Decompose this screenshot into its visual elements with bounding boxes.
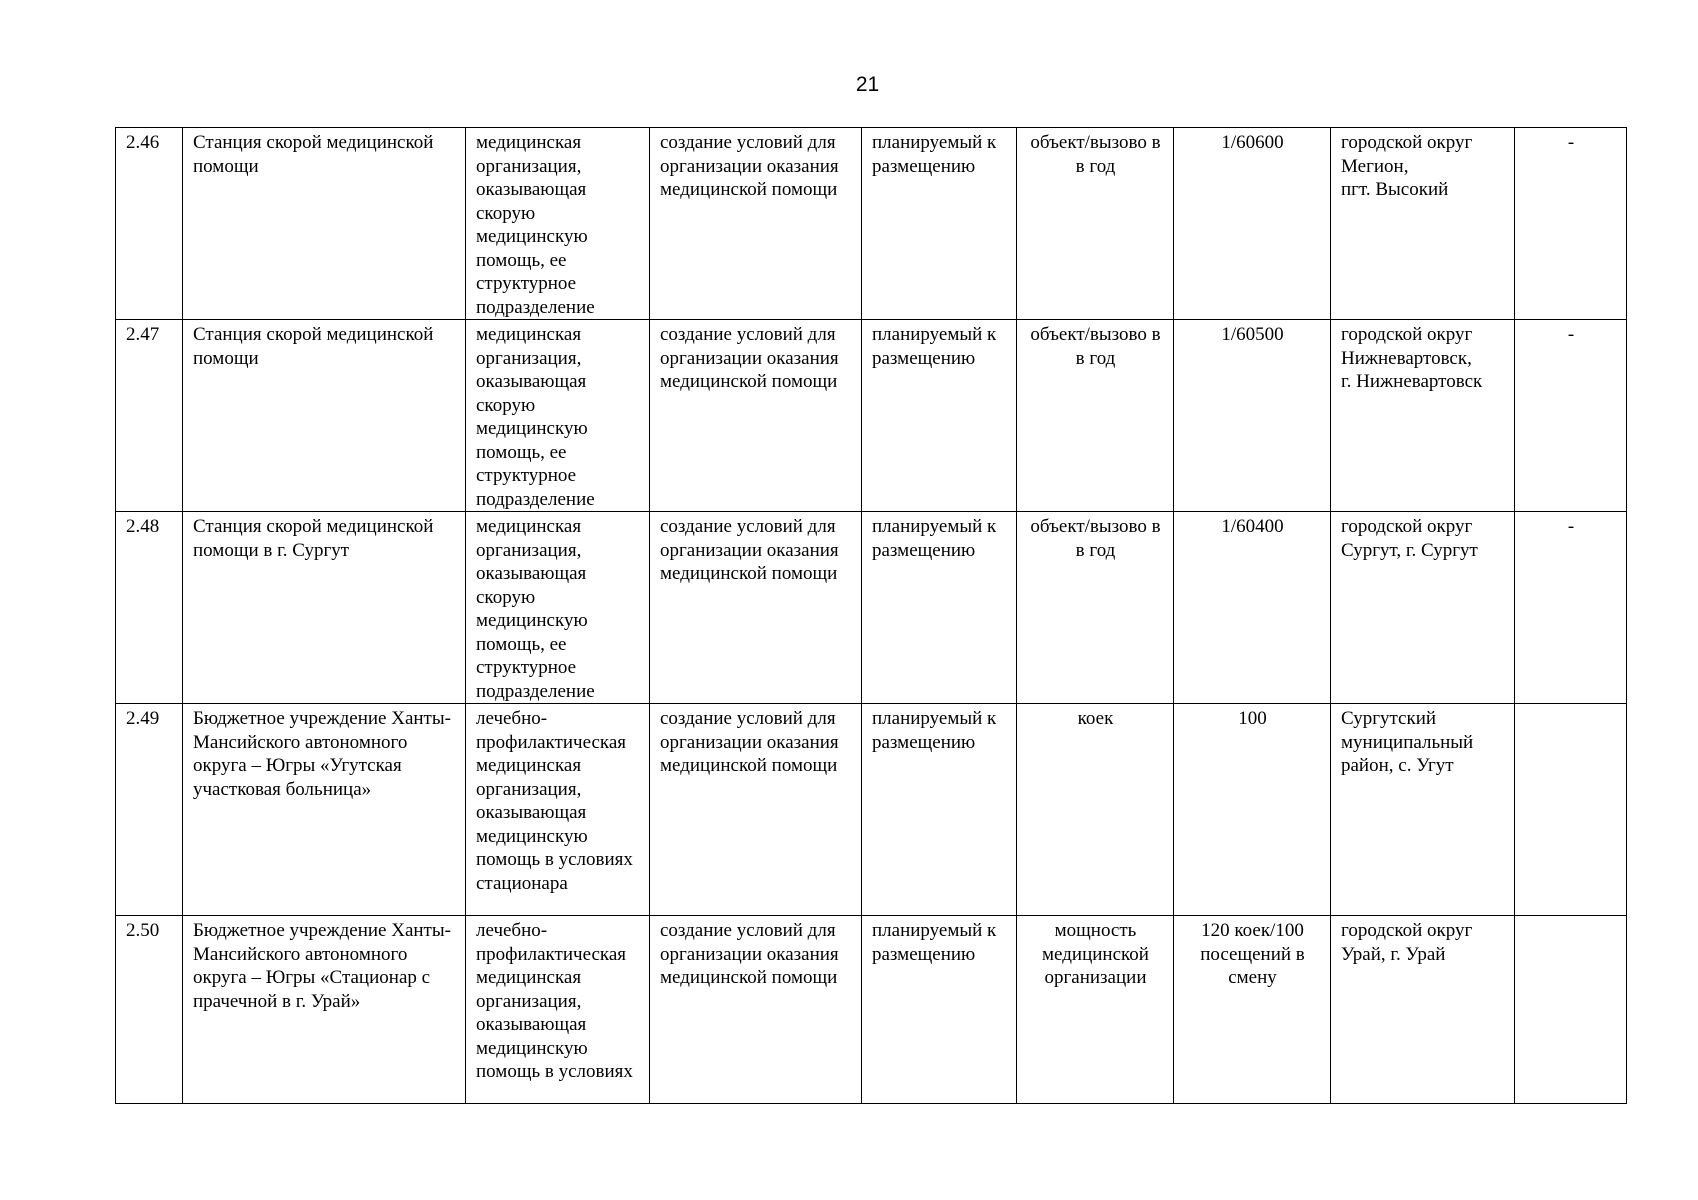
- capacity-value: 1/60500: [1174, 320, 1331, 512]
- facility-location: Сургутский муниципальный район, с. Угут: [1331, 704, 1515, 916]
- facility-zone: -: [1515, 128, 1627, 320]
- table-row: [116, 320, 1627, 512]
- facility-zone: [1515, 704, 1627, 916]
- facility-status: планируемый к размещению: [862, 128, 1017, 320]
- capacity-unit: объект/вызово в в год: [1017, 512, 1174, 704]
- facility-name: Станция скорой медицинской помощи в г. Сургут: [183, 512, 466, 704]
- capacity-value: 1/60400: [1174, 512, 1331, 704]
- table-row: [116, 128, 1627, 320]
- facility-status: планируемый к размещению: [862, 320, 1017, 512]
- table-row: [116, 704, 1627, 916]
- facility-zone: -: [1515, 320, 1627, 512]
- page-number: 21: [855, 73, 880, 96]
- facility-zone: [1515, 916, 1627, 1104]
- facility-type: медицинская организация, оказывающая скорую медицинскую помощь, ее структурное подразделение: [466, 320, 650, 512]
- facilities-table: [115, 127, 1627, 1104]
- facility-purpose: создание условий для организации оказания медицинской помощи: [650, 512, 862, 704]
- facility-status: планируемый к размещению: [862, 704, 1017, 916]
- facility-name: Бюджетное учреждение Ханты-Мансийского автономного округа – Югры «Стационар с прачечной в г. Урай»: [183, 916, 466, 1104]
- facility-purpose: создание условий для организации оказания медицинской помощи: [650, 320, 862, 512]
- capacity-value: 120 коек/100 посещений в смену: [1174, 916, 1331, 1104]
- facility-status: планируемый к размещению: [862, 916, 1017, 1104]
- capacity-unit: объект/вызово в в год: [1017, 128, 1174, 320]
- facility-purpose: создание условий для организации оказания медицинской помощи: [650, 128, 862, 320]
- facility-location: городской округ Урай, г. Урай: [1331, 916, 1515, 1104]
- facility-location: городской округ Сургут, г. Сургут: [1331, 512, 1515, 704]
- facility-purpose: создание условий для организации оказания медицинской помощи: [650, 916, 862, 1104]
- table-row: [116, 512, 1627, 704]
- capacity-value: 1/60600: [1174, 128, 1331, 320]
- row-number: 2.49: [116, 704, 183, 916]
- row-number: 2.48: [116, 512, 183, 704]
- capacity-unit: мощность медицинской организации: [1017, 916, 1174, 1104]
- row-number: 2.46: [116, 128, 183, 320]
- table-row: [116, 916, 1627, 1104]
- capacity-unit: объект/вызово в в год: [1017, 320, 1174, 512]
- facility-status: планируемый к размещению: [862, 512, 1017, 704]
- facility-type: медицинская организация, оказывающая скорую медицинскую помощь, ее структурное подразделение: [466, 512, 650, 704]
- facility-location: городской округ Нижневартовск, г. Нижневартовск: [1331, 320, 1515, 512]
- capacity-unit: коек: [1017, 704, 1174, 916]
- facility-type: лечебно-профилактическая медицинская организация, оказывающая медицинскую помощь в условиях стационара: [466, 704, 650, 916]
- facility-name: Станция скорой медицинской помощи: [183, 320, 466, 512]
- facility-type: лечебно-профилактическая медицинская организация, оказывающая медицинскую помощь в условиях: [466, 916, 650, 1104]
- facility-location: городской округ Мегион, пгт. Высокий: [1331, 128, 1515, 320]
- facility-name: Бюджетное учреждение Ханты-Мансийского автономного округа – Югры «Угутская участковая больница»: [183, 704, 466, 916]
- row-number: 2.50: [116, 916, 183, 1104]
- facility-zone: -: [1515, 512, 1627, 704]
- row-number: 2.47: [116, 320, 183, 512]
- facility-type: медицинская организация, оказывающая скорую медицинскую помощь, ее структурное подразделение: [466, 128, 650, 320]
- facility-name: Станция скорой медицинской помощи: [183, 128, 466, 320]
- capacity-value: 100: [1174, 704, 1331, 916]
- facility-purpose: создание условий для организации оказания медицинской помощи: [650, 704, 862, 916]
